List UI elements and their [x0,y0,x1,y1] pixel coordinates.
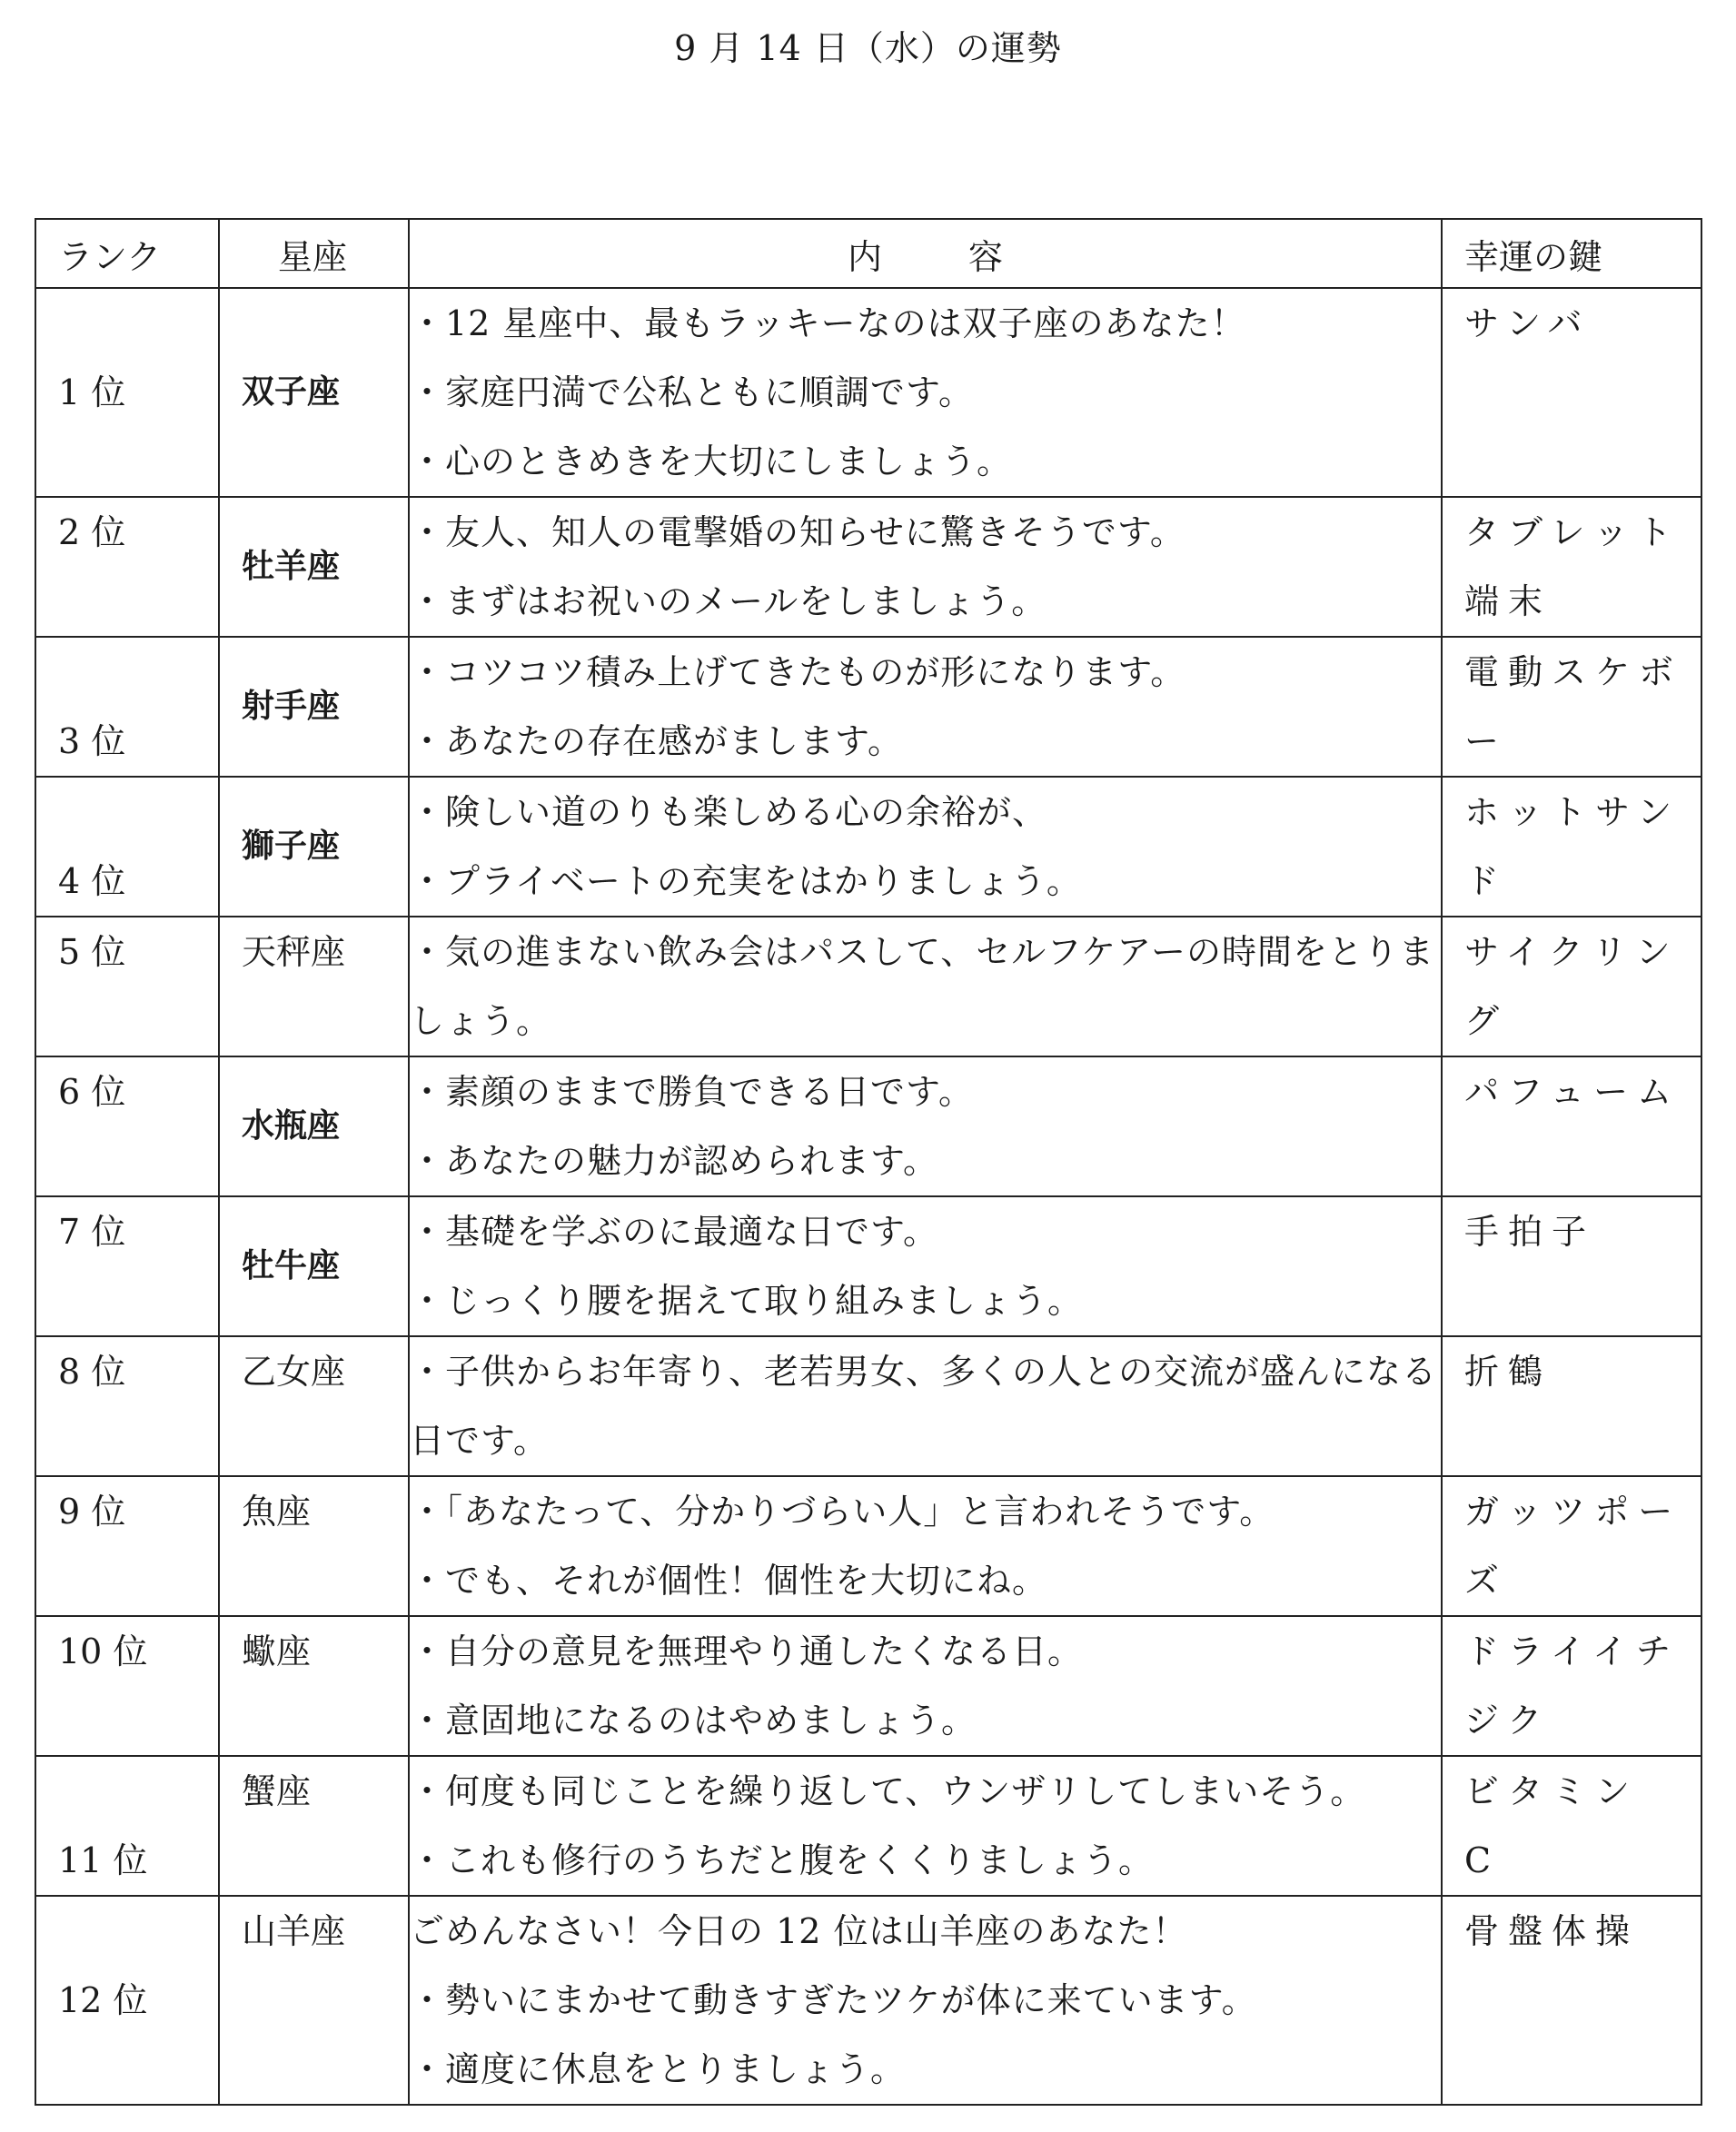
lucky-key-label: サンバ [1464,303,1592,343]
rank-label: 1 位 [58,372,126,412]
sign-label: 牡羊座 [242,548,341,585]
table-row [35,1616,1701,1756]
table-row [35,1056,1701,1196]
content-line: ・あなたの魅力が認められます。 [410,1141,938,1181]
sign-label: 射手座 [242,688,341,725]
sign-cell [219,1616,409,1756]
content-cell [409,1196,1442,1336]
content-line: ・家庭円満で公私ともに順調です。 [410,372,974,412]
lucky-key-cell [1442,1336,1701,1476]
rank-cell [35,637,219,777]
column-header-content: 内容 [409,219,1442,288]
lucky-key-cell [1442,1056,1701,1196]
column-header-sign: 星座 [219,219,409,288]
sign-label: 蠍座 [242,1631,312,1671]
sign-cell [219,1056,409,1196]
content-cell [409,1476,1442,1616]
content-line: ・勢いにまかせて動きすぎたツケが体に来ています。 [410,1980,1257,2020]
sign-cell [219,288,409,497]
content-line: ・12 星座中、最もラッキーなのは双子座のあなた！ [410,303,1246,343]
sign-label: 天秤座 [242,932,346,972]
content-line: ・素顔のままで勝負できる日です。 [410,1072,974,1112]
content-line: ・険しい道のりも楽しめる心の余裕が、 [410,792,1048,832]
content-cell [409,497,1442,637]
content-cell [409,917,1442,1056]
content-cell [409,1056,1442,1196]
lucky-key-cell [1442,1756,1701,1896]
rank-cell [35,1056,219,1196]
content-line: ・適度に休息をとりましょう。 [410,2049,907,2089]
column-header-lucky-key: 幸運の鍵 [1442,219,1701,288]
rank-label: 5 位 [58,932,126,972]
sign-label: 魚座 [242,1492,312,1532]
content-line: ごめんなさい！今日の 12 位は山羊座のあなた！ [410,1911,1188,1951]
sign-cell [219,1896,409,2105]
content-line: ・プライベートの充実をはかりましょう。 [410,861,1082,901]
rank-cell [35,497,219,637]
lucky-key-cell [1442,777,1701,917]
rank-label: 3 位 [58,721,126,761]
content-line: ・あなたの存在感がまします。 [410,721,903,761]
rank-cell [35,1896,219,2105]
rank-label: 10 位 [58,1631,148,1671]
rank-cell [35,1336,219,1476]
sign-label: 山羊座 [242,1911,346,1951]
lucky-key-label: 手拍子 [1464,1212,1596,1252]
table-row [35,1476,1701,1616]
lucky-key-label: ドライイチジク [1464,1631,1680,1740]
table-row [35,637,1701,777]
content-line: ・でも、それが個性！個性を大切にね。 [410,1561,1048,1601]
rank-cell [35,917,219,1056]
lucky-key-cell [1442,1476,1701,1616]
content-cell [409,1756,1442,1896]
rank-label: 6 位 [58,1072,126,1112]
lucky-key-label: 電動スケボー [1464,652,1683,761]
rank-cell [35,1196,219,1336]
content-cell [409,777,1442,917]
rank-label: 12 位 [58,1980,148,2020]
lucky-key-label: 折鶴 [1464,1352,1552,1392]
sign-cell [219,1196,409,1336]
lucky-key-label: ガッツポーズ [1464,1492,1682,1601]
table-header-row [35,219,1701,288]
lucky-key-cell [1442,1616,1701,1756]
lucky-key-label: パフューム [1464,1072,1681,1112]
rank-label: 2 位 [58,512,126,552]
lucky-key-label: タブレット端末 [1464,512,1681,621]
rank-cell [35,1476,219,1616]
content-line: ・じっくり腰を据えて取り組みましょう。 [410,1281,1084,1321]
table-row [35,1896,1701,2105]
page-title: 9 月 14 日（水）の運勢 [674,28,1062,68]
sign-cell [219,1336,409,1476]
content-line: ・基礎を学ぶのに最適な日です。 [410,1212,938,1252]
lucky-key-label: ビタミン C [1464,1771,1640,1880]
lucky-key-cell [1442,288,1701,497]
rank-cell [35,1616,219,1756]
sign-label: 牡牛座 [242,1247,341,1284]
content-cell [409,288,1442,497]
lucky-key-cell [1442,1896,1701,2105]
rank-cell [35,288,219,497]
lucky-key-label: 骨盤体操 [1464,1911,1640,1951]
table-row [35,917,1701,1056]
rank-label: 7 位 [58,1212,126,1252]
table-row [35,497,1701,637]
fortune-table [35,218,1702,2106]
content-line: ・友人、知人の電撃婚の知らせに驚きそうです。 [410,512,1185,552]
column-header-rank: ランク [35,219,219,288]
content-cell [409,637,1442,777]
sign-cell [219,1476,409,1616]
content-line: ・「あなたって、分かりづらい人」と言われそうです。 [410,1492,1275,1532]
rank-label: 4 位 [58,861,126,901]
table-row [35,1196,1701,1336]
sign-cell [219,777,409,917]
sign-label: 蟹座 [242,1771,312,1811]
lucky-key-cell [1442,497,1701,637]
sign-label: 水瓶座 [242,1107,341,1145]
sign-label: 双子座 [242,373,341,411]
content-text: ・子供からお年寄り、老若男女、多くの人との交流が盛んになる日です。 [410,1352,1438,1461]
sign-cell [219,637,409,777]
rank-label: 8 位 [58,1352,126,1392]
content-line: ・これも修行のうちだと腹をくくりましょう。 [410,1840,1155,1880]
rank-cell [35,777,219,917]
content-cell [409,1896,1442,2105]
rank-cell [35,1756,219,1896]
sign-cell [219,1756,409,1896]
sign-cell [219,917,409,1056]
table-row [35,1336,1701,1476]
table-row [35,288,1701,497]
table-row [35,777,1701,917]
content-line: ・何度も同じことを繰り返して、ウンザリしてしまいそう。 [410,1771,1366,1811]
content-line: ・心のときめきを大切にしましょう。 [410,441,1013,481]
rank-label: 11 位 [58,1840,148,1880]
content-cell [409,1336,1442,1476]
content-cell [409,1616,1442,1756]
content-line: ・意固地になるのはやめましょう。 [410,1701,977,1740]
table-row [35,1756,1701,1896]
content-text: ・気の進まない飲み会はパスして、セルフケアーの時間をとりましょう。 [410,932,1434,1041]
sign-label: 獅子座 [242,828,341,865]
lucky-key-cell [1442,637,1701,777]
lucky-key-cell [1442,1196,1701,1336]
rank-label: 9 位 [58,1492,126,1532]
lucky-key-cell [1442,917,1701,1056]
lucky-key-label: サイクリング [1464,932,1680,1041]
content-line: ・まずはお祝いのメールをしましょう。 [410,581,1047,621]
lucky-key-label: ホットサンド [1464,792,1681,901]
sign-label: 乙女座 [242,1352,346,1392]
sign-cell [219,497,409,637]
content-line: ・自分の意見を無理やり通したくなる日。 [410,1631,1084,1671]
content-line: ・コツコツ積み上げてきたものが形になります。 [410,652,1186,692]
